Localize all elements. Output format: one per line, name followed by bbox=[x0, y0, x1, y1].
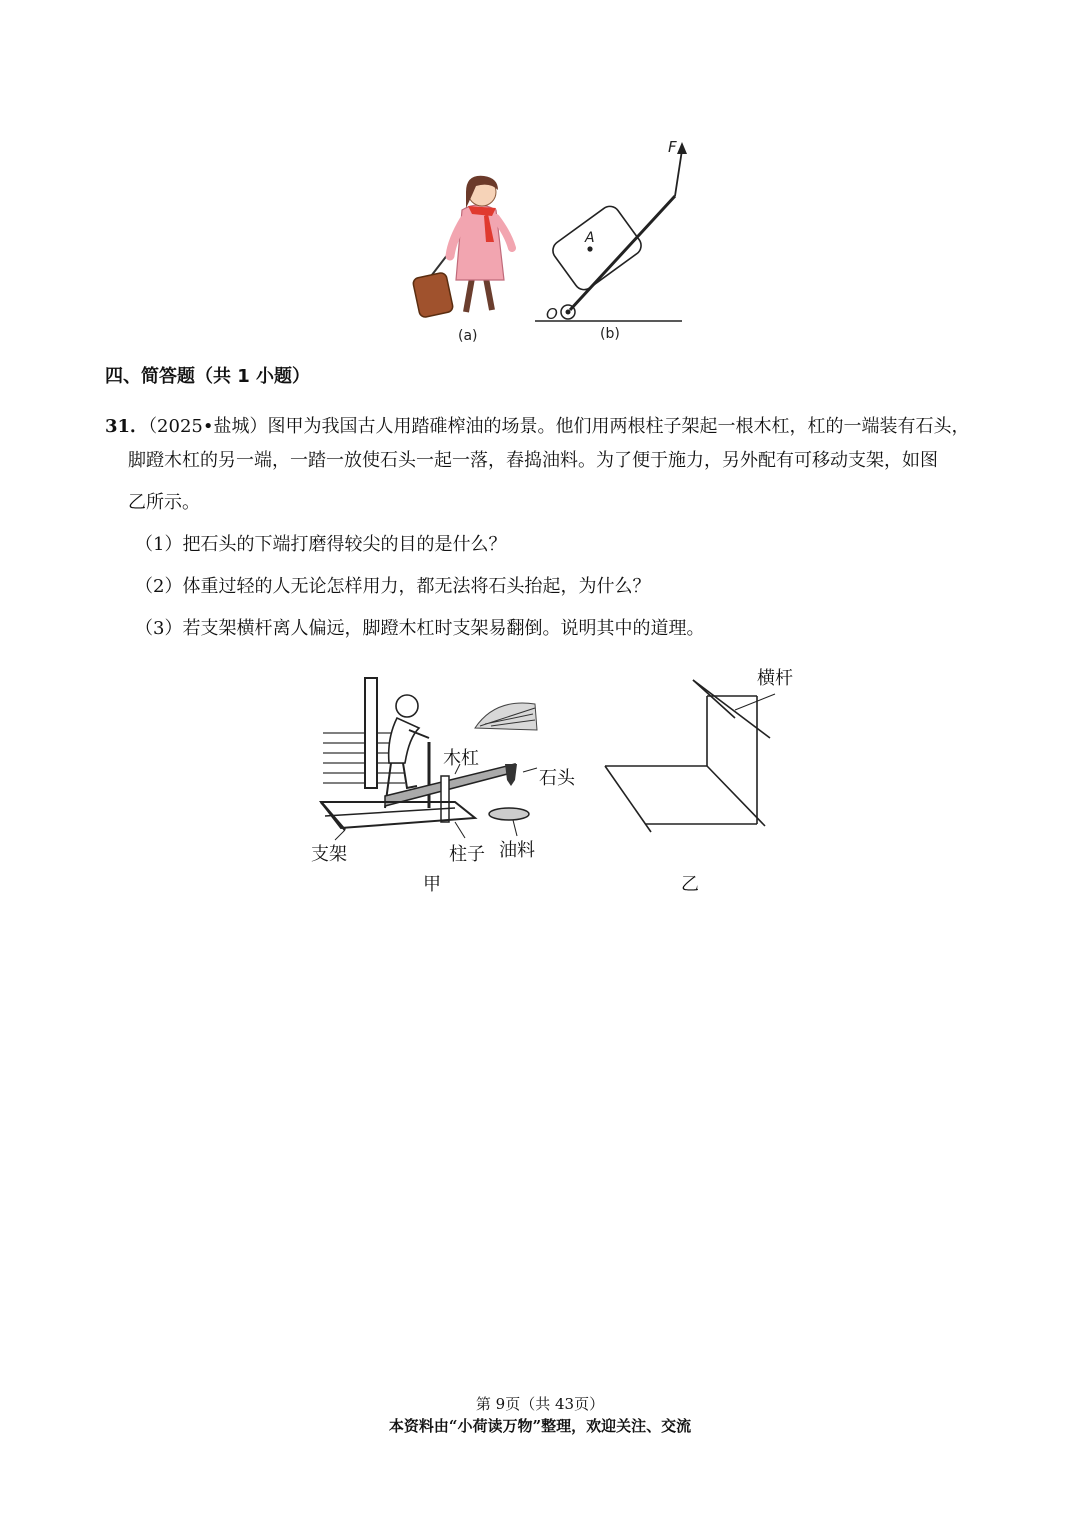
point-label: A bbox=[585, 230, 595, 246]
caption-jia: 甲 bbox=[423, 874, 441, 895]
girl-illustration bbox=[412, 176, 512, 318]
caption-yi: 乙 bbox=[681, 874, 699, 895]
illustration-jia bbox=[321, 678, 537, 840]
question-line3: 乙所示。 bbox=[128, 492, 200, 513]
figure-oil-press bbox=[305, 668, 805, 898]
diagram-yi bbox=[605, 680, 775, 832]
question-line1: 图甲为我国古人用踏碓榨油的场景。他们用两根柱子架起一根木杠，杠的一端装有石头， bbox=[267, 416, 970, 437]
force-label: F bbox=[668, 138, 677, 156]
sub-question-3: （3）若支架横杆离人偏远，脚蹬木杠时支架易翻倒。说明其中的道理。 bbox=[135, 618, 705, 639]
frame-label: 支架 bbox=[311, 844, 347, 865]
sub-question-1: （1）把石头的下端打磨得较尖的目的是什么？ bbox=[135, 534, 507, 555]
oil-label: 油料 bbox=[499, 840, 535, 861]
pivot-label: O bbox=[546, 305, 558, 323]
page-number: 第 9页（共 43页） bbox=[475, 1395, 605, 1413]
footer-credit: 本资料由“小荷读万物”整理，欢迎关注、交流 bbox=[388, 1417, 692, 1435]
label-a: (a) bbox=[458, 328, 478, 344]
crossbar-label: 横杆 bbox=[757, 668, 793, 689]
label-b: (b) bbox=[600, 326, 620, 342]
lever-label: 木杠 bbox=[443, 748, 479, 769]
section-title: 四、简答题（共 1 小题） bbox=[105, 366, 311, 387]
sub-question-2: （2）体重过轻的人无论怎样用力，都无法将石头抬起，为什么？ bbox=[135, 576, 651, 597]
question-source: （2025•盐城） bbox=[148, 416, 268, 437]
figure-suitcase bbox=[400, 130, 700, 350]
diagram-b bbox=[535, 142, 687, 321]
pillar-label: 柱子 bbox=[449, 844, 485, 865]
question-number: 31． bbox=[105, 416, 149, 437]
question-line2: 脚蹬木杠的另一端，一踏一放使石头一起一落，舂捣油料。为了便于施力，另外配有可移动支架，如图 bbox=[128, 450, 938, 471]
stone-label: 石头 bbox=[539, 768, 575, 789]
